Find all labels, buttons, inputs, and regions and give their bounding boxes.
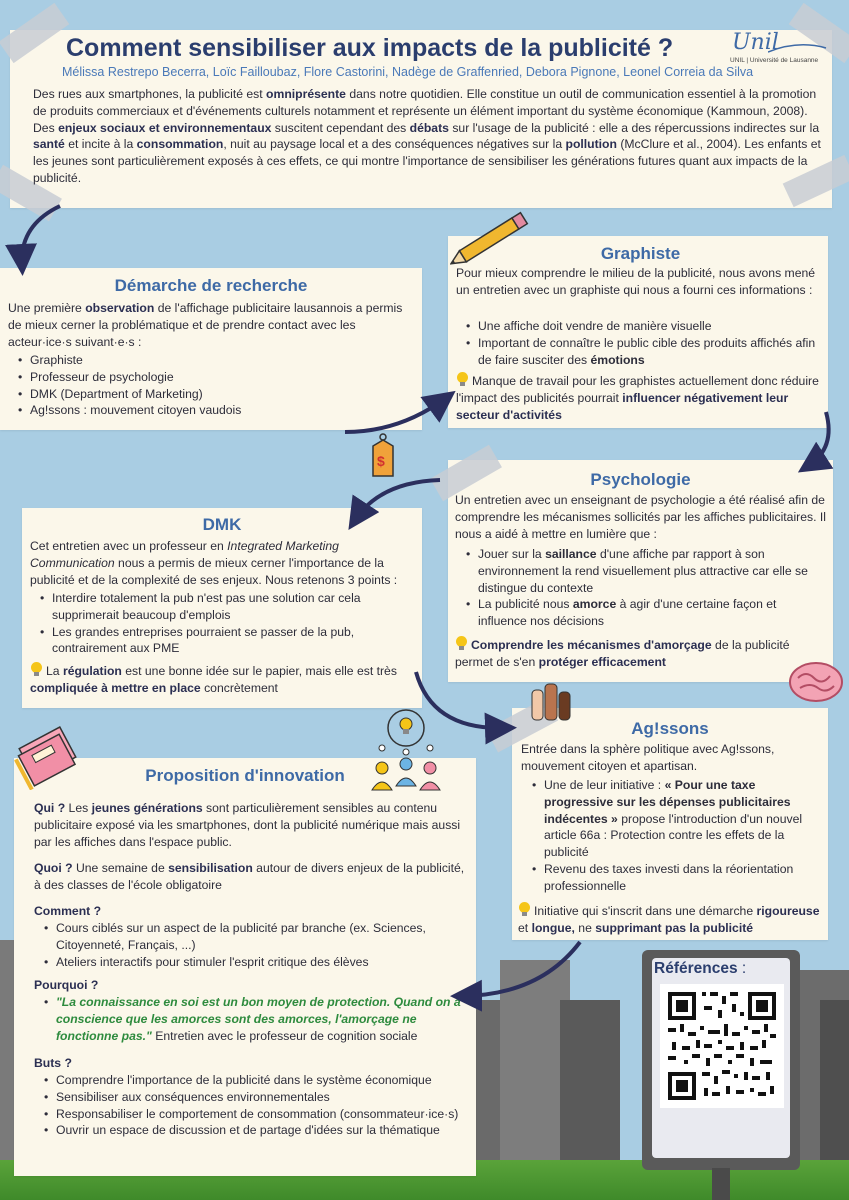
psychologie-list (464, 546, 826, 630)
list-item: • Comprendre l'importance de la publicité dans le système économique (42, 1072, 466, 1089)
graphiste-tip: Manque de travail pour les graphistes actuellement donc réduire l'impact des publicités pourrait influencer négativement leur secteur d'activités (456, 374, 819, 422)
unil-logo (730, 30, 830, 70)
innovation-qui: Qui ? Les jeunes générations sont particulièrement sensibles au contenu publicitaire exposé via les smartphones, dont la publicité numérique mais aussi par les affiches dans l'espace public. (34, 801, 461, 849)
psychologie-title: Psychologie (590, 470, 691, 489)
innovation-quoi: Quoi ? Une semaine de sensibilisation autour de divers enjeux de la publicité, à des classes de l'école obligatoire (34, 861, 465, 892)
psychologie-intro: Un entretien avec un enseignant de psychologie a été réalisé afin de comprendre les mécanismes sollicités par les affiches publicitaires. Il nous a aidé à mettre en lumière que : (455, 493, 826, 541)
list-item: • La publicité nous amorce à agir d'une certaine façon et influence nos décisions (464, 596, 826, 630)
list-item: • Important de connaître le public cible des produits affichés afin de faire susciter des émotions (464, 335, 822, 369)
innovation-comment-list (42, 920, 466, 970)
brain-icon (788, 660, 844, 709)
list-item: • Jouer sur la saillance d'une affiche par rapport à son environnement la rend visuellement plus attractive car elle se distingue du contexte (464, 546, 826, 596)
intro-text: Des rues aux smartphones, la publicité est omniprésente dans notre quotidien. Elle constitue un outil de communication essentiel à la promotion de produits commerciaux et d'événements culturels notamment et représente un élément important du système économique (Kammoun, 2008). Des enjeux sociaux et environnementaux suscitent cependant des débats sur l'usage de la publicité : elle a des répercussions indirectes sur la santé et incite à la consommation, nuit au paysage local et a des conséquences négatives sur la pollution (McClure et al., 2004). Les enfants et les jeunes sont particulièrement exposés à ces effets, ce qui montre l'importance de sensibiliser les générations futures quant aux impacts de la publicité. (33, 87, 821, 186)
list-item: • Une de leur initiative : « Pour une taxe progressive sur les dépenses publicitaires indécentes » propose l'introduction d'un nouvel article 66a : Protection contre les effets de la publicité (530, 777, 822, 861)
price-tag-icon (368, 432, 398, 480)
list-item: • DMK (Department of Marketing) (16, 386, 416, 403)
list-item: • Ouvrir un espace de discussion et de partage d'idées sur la thématique (42, 1122, 466, 1139)
qr-code-icon (660, 984, 784, 1108)
references-label: Références : (654, 960, 747, 977)
lightbulb-icon (30, 662, 43, 677)
innovation-pourquoi-label: Pourquoi ? (34, 978, 99, 992)
page-title: Comment sensibiliser aux impacts de la publicité ? (66, 34, 674, 62)
list-item: • Revenu des taxes investi dans la réorientation professionnelle (530, 861, 822, 895)
agissons-list (530, 777, 822, 895)
list-item: • "La connaissance en soi est un bon moyen de protection. Quand on a conscience que les amorces sont des amorces, l'amorçage ne fonctionne pas." Entretien avec le professeur de cognition sociale (42, 994, 466, 1044)
innovation-pourquoi-list (42, 994, 466, 1044)
list-item: • Une affiche doit vendre de manière visuelle (464, 318, 822, 335)
lightbulb-icon (455, 636, 468, 651)
lightbulb-icon (456, 372, 469, 387)
innovation-title: Proposition d'innovation (145, 766, 345, 785)
list-item: • Cours ciblés sur un aspect de la publicité par branche (ex. Sciences, Citoyenneté, Français, ...) (42, 920, 466, 954)
unil-logo-script: Unil (732, 30, 779, 55)
list-item: • Professeur de psychologie (16, 369, 416, 386)
innovation-comment-label: Comment ? (34, 904, 102, 918)
list-item: • Ag!ssons : mouvement citoyen vaudois (16, 402, 416, 419)
agissons-title: Ag!ssons (631, 719, 709, 738)
graphiste-intro: Pour mieux comprendre le milieu de la publicité, nous avons mené un entretien avec un graphiste qui nous a fourni ces informations : (456, 266, 816, 297)
list-item: • Les grandes entreprises pourraient se passer de la pub, contrairement aux PME (38, 624, 418, 658)
innovation-buts-label: Buts ? (34, 1056, 72, 1070)
agissons-tip: Initiative qui s'inscrit dans une démarche rigoureuse et longue, ne supprimant pas la publicité (518, 904, 820, 935)
qr-code[interactable] (660, 984, 784, 1108)
unil-logo-swash (768, 42, 828, 56)
authors: Mélissa Restrepo Becerra, Loïc Failloubaz, Flore Castorini, Nadège de Graffenried, Debora Pignone, Leonel Correia da Silva (62, 65, 754, 79)
demarche-text: Une première observation de l'affichage publicitaire lausannois a permis de mieux cerner la problématique et de prendre contact avec les acteur·ice·s suivant·e·s : (8, 301, 403, 349)
psychologie-tip: Comprendre les mécanismes d'amorçage de la publicité permet de s'en protéger efficacement (455, 638, 790, 669)
list-item: • Ateliers interactifs pour stimuler l'esprit critique des élèves (42, 954, 466, 971)
list-item: • Graphiste (16, 352, 416, 369)
innovation-buts-list (42, 1072, 466, 1139)
graphiste-list (464, 318, 822, 368)
agissons-intro: Entrée dans la sphère politique avec Ag!ssons, mouvement citoyen et apartisan. (521, 742, 775, 773)
dmk-tip: La régulation est une bonne idée sur le papier, mais elle est très compliquée à mettre en place concrètement (30, 664, 397, 695)
demarche-title: Démarche de recherche (114, 276, 308, 295)
list-item: • Sensibiliser aux conséquences environnementales (42, 1089, 466, 1106)
sign-post (712, 1168, 730, 1200)
lightbulb-icon (518, 902, 531, 917)
dmk-list (38, 590, 418, 657)
dmk-intro: Cet entretien avec un professeur en Integrated Marketing Communication nous a permis de mieux cerner l'importance de la publicité et de la complexité de ses enjeux. Nous retenons 3 points : (30, 539, 398, 587)
unil-logo-caption: UNIL | Université de Lausanne (730, 57, 819, 64)
notebooks-icon (12, 720, 92, 795)
price-tag-symbol: $ (377, 453, 385, 469)
graphiste-title: Graphiste (600, 244, 681, 263)
list-item: • Interdire totalement la pub n'est pas une solution car cela supprimerait beaucoup d'emplois (38, 590, 418, 624)
list-item: • Responsabiliser le comportement de consommation (consommateur·ice·s) (42, 1106, 466, 1123)
dmk-title: DMK (202, 515, 242, 534)
demarche-list (16, 352, 416, 419)
